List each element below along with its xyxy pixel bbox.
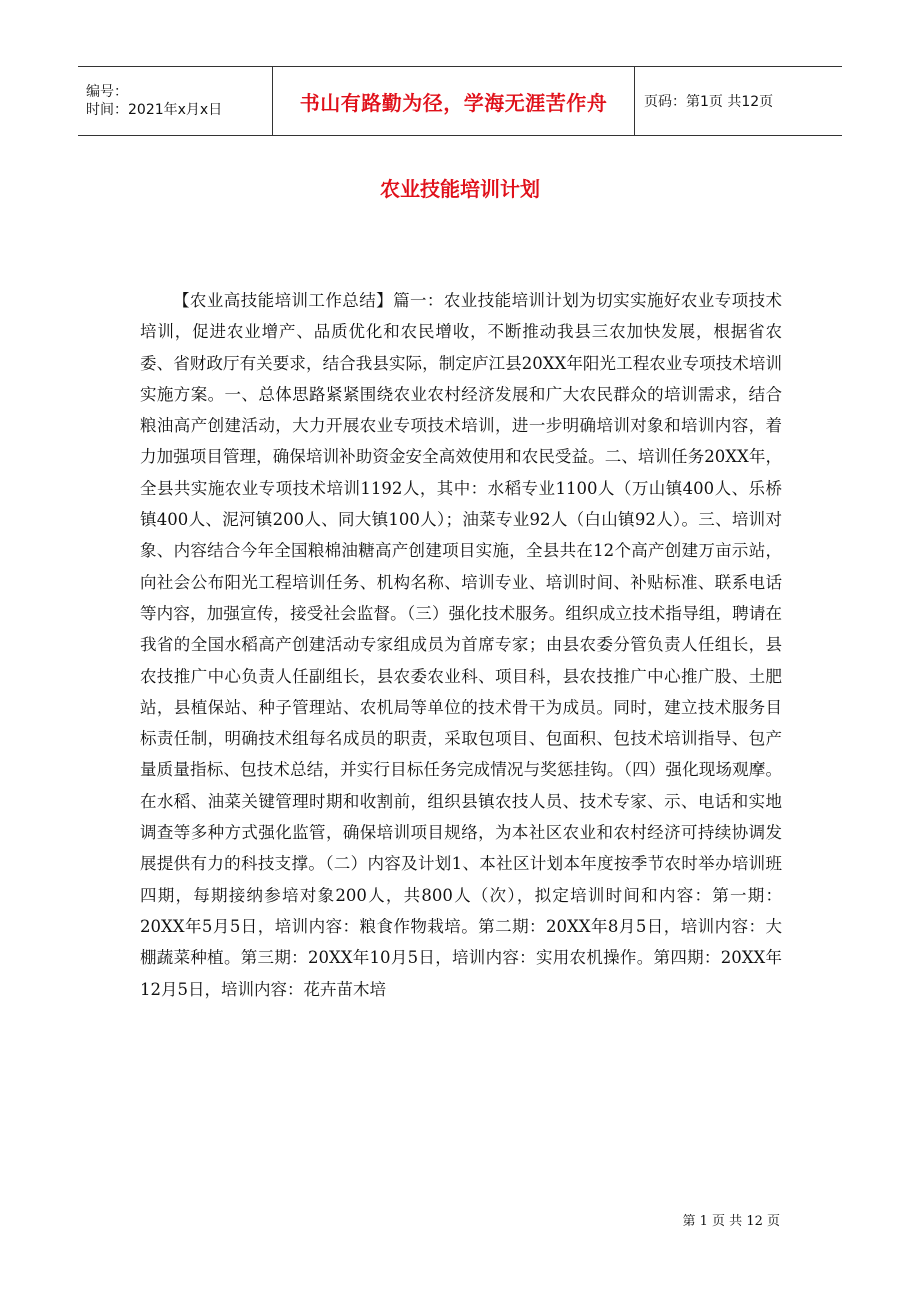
- date-label: 时间：2021年x月x日: [86, 102, 223, 118]
- serial-number-label: 编号：: [86, 84, 128, 100]
- header-motto: [273, 67, 635, 135]
- header-meta: [78, 67, 273, 135]
- page-footer: 第 1 页 共 12 页: [682, 1214, 780, 1229]
- document-body: 【农业高技能培训工作总结】篇一：农业技能培训计划为切实实施好农业专项技术培训，促进农业增产、品质优化和农民增收，不断推动我县三农加快发展，根据省农委、省财政厅有关要求，结合我县实际，制定庐江县20XX年阳光工程农业专项技术培训实施方案。一、总体思路紧紧围绕农业农村经济发展和广大农民群众的培训需求，结合粮油高产创建活动，大力开展农业专项技术培训，进一步明确培训对象和培训内容，着力加强项目管理，确保培训补助资金安全高效使用和农民受益。二、培训任务20XX年，全县共实施农业专项技术培训1192人，其中：水稻专业1100人（万山镇400人、乐桥镇400人、泥河镇200人、同大镇100人）；油菜专业92人（白山镇92人）。三、培训对象、内容结合今年全国粮棉油糖高产创建项目实施，全县共在12个高产创建万亩示站，向社会公布阳光工程培训任务、机构名称、培训专业、培训时间、补贴标准、联系电话等内容，加强宣传，接受社会监督。（三）强化技术服务。组织成立技术指导组，聘请在我省的全国水稻高产创建活动专家组成员为首席专家；由县农委分管负责人任组长，县农技推广中心负责人任副组长，县农委农业科、项目科，县农技推广中心推广股、土肥站，县植保站、种子管理站、农机局等单位的技术骨干为成员。同时，建立技术服务目标责任制，明确技术组每名成员的职责，采取包项目、包面积、包技术培训指导、包产量质量指标、包技术总结，并实行目标任务完成情况与奖惩挂钩。（四）强化现场观摩。在水稻、油菜关键管理时期和收割前，组织县镇农技人员、技术专家、示、电话和实地调查等多种方式强化监管，确保培训项目规络，为本社区农业和农村经济可持续协调发展提供有力的科技支撑。（二）内容及计划1、本社区计划本年度按季节农时举办培训班四期，每期接纳参培对象200人，共800人（次），拟定培训时间和内容：第一期：20XX年5月5日，培训内容：粮食作物栽培。第二期：20XX年8月5日，培训内容：大棚蔬菜种植。第三期：20XX年10月5日，培训内容：实用农机操作。第四期：20XX年12月5日，培训内容：花卉苗木培: [140, 291, 782, 999]
- page-code-text: 页码：第1页 共12页: [644, 94, 774, 110]
- header-page-code: [635, 67, 842, 135]
- document-title: 农业技能培训计划: [380, 177, 540, 201]
- page-header: [78, 66, 842, 136]
- motto-text: 书山有路勤为径，学海无涯苦作舟: [299, 90, 608, 115]
